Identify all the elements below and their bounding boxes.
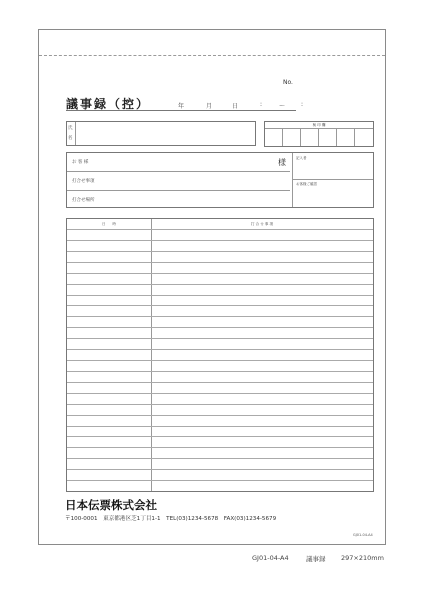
company-name: 日本伝票株式会社 (65, 498, 157, 512)
meeting-place-label: 打合せ場所 (72, 198, 95, 203)
minutes-table (66, 218, 374, 492)
column-header-topics: 打 合 せ 事 項 (251, 222, 273, 226)
perforation-line (39, 55, 385, 56)
number-label: No. (283, 79, 293, 86)
client-label: お 客 様 (72, 160, 89, 165)
time-start-colon: : (260, 101, 263, 108)
name-label-2: 名 (68, 136, 73, 141)
date-day-label: 日 (232, 103, 239, 110)
footer-form-code: GJ01-04-A4 (252, 554, 289, 562)
column-header-datetime: 日 時 (102, 222, 116, 226)
date-month-label: 月 (206, 103, 213, 110)
table-row[interactable] (67, 480, 373, 492)
time-range-tilde: ～ (279, 103, 286, 110)
title-underline (66, 110, 296, 111)
time-end-colon: : (301, 101, 304, 108)
name-label-1: 氏 (68, 126, 73, 131)
form-sheet (38, 29, 386, 545)
client-suffix: 様 (278, 158, 286, 167)
recorder-label: 記入者 (296, 156, 307, 160)
company-address: 〒100-0001 東京都港区芝1丁目1-1 TEL(03)1234-5678 FAX(03)1234-5679 (65, 516, 277, 522)
date-year-label: 年 (178, 103, 185, 110)
approval-stamp-box (264, 121, 374, 147)
approval-label: 検 印 欄 (312, 122, 326, 127)
form-code-small: GJ01-04-A4 (353, 533, 373, 537)
form-title: 議事録（控） (66, 97, 151, 111)
footer-form-name: 議事録 (306, 555, 326, 563)
name-box[interactable] (66, 121, 256, 146)
meeting-info-box (66, 152, 374, 208)
footer-form-size: 297×210mm (341, 554, 384, 562)
meeting-topic-label: 打合せ事項 (72, 179, 95, 184)
client-confirm-label: お客様ご確認 (296, 182, 317, 186)
